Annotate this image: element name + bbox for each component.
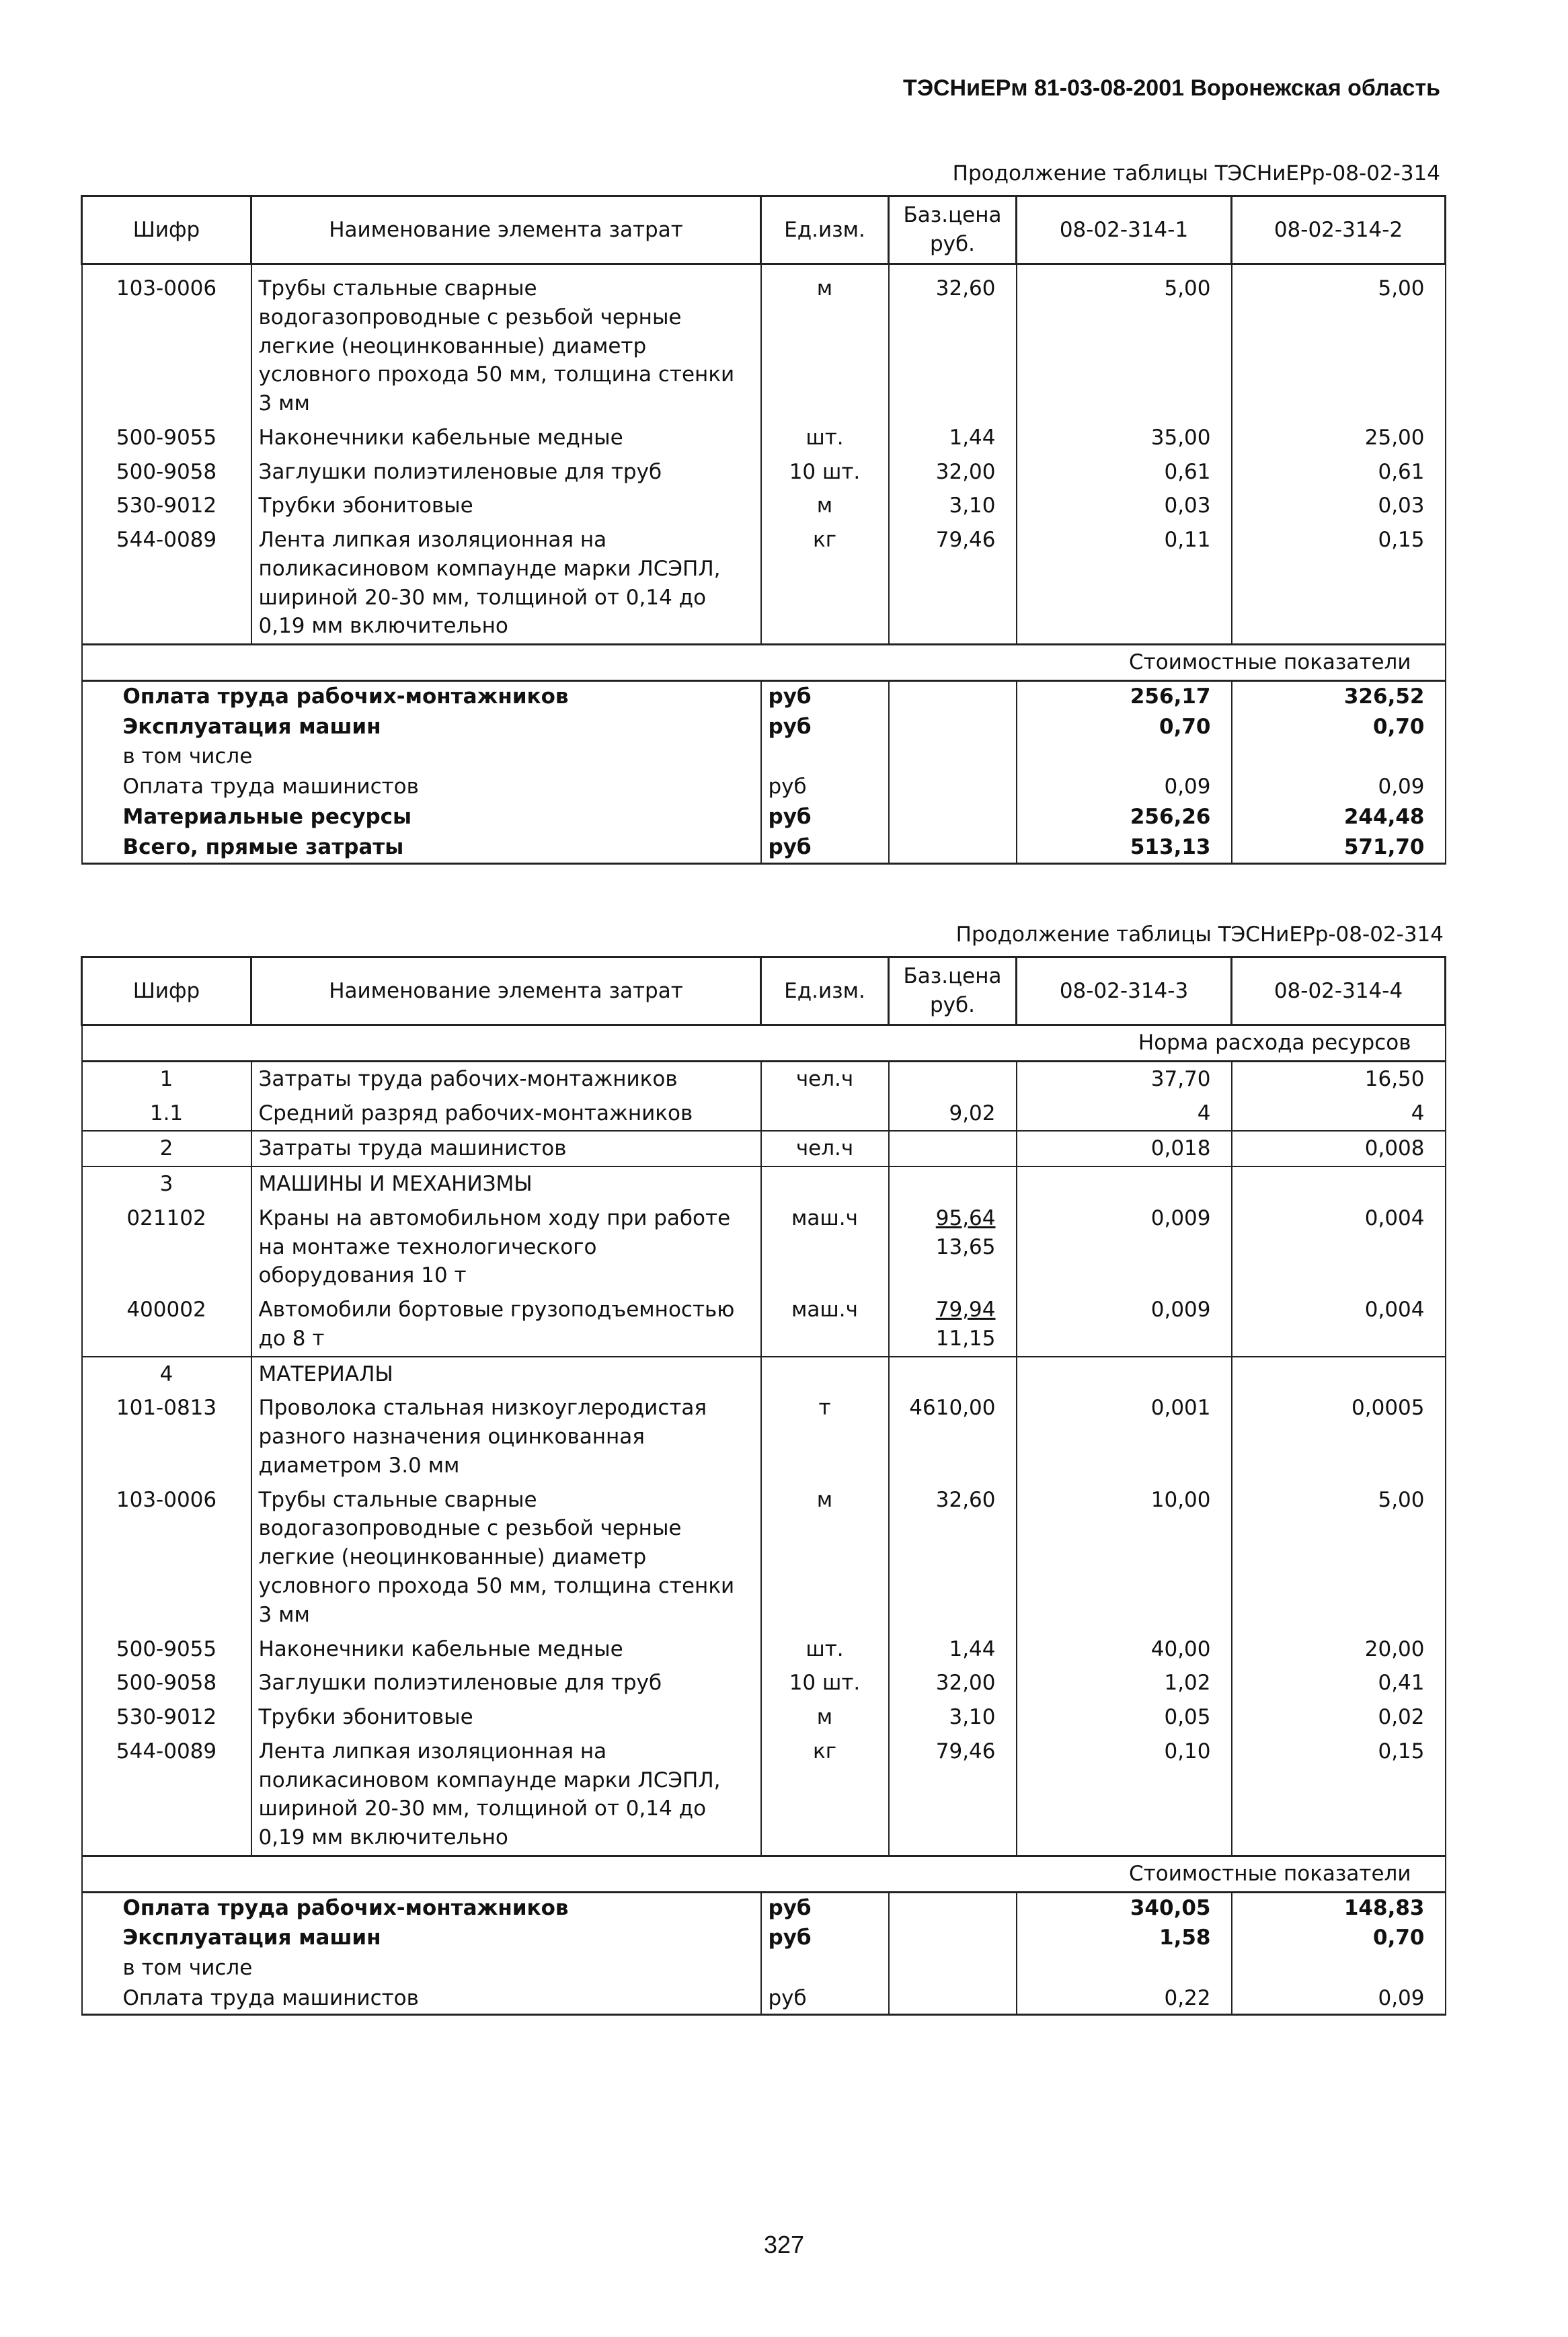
table-row — [82, 1735, 1446, 1856]
resource-name: Наконечники кабельные медные — [251, 1632, 761, 1667]
cost-label: Эксплуатация машин — [82, 1923, 761, 1953]
col-price-header: Баз.цена руб. — [889, 196, 1017, 264]
resource-code: 400002 — [82, 1293, 251, 1357]
cost-value-a: 340,05 — [1017, 1892, 1232, 1923]
norm-value-a: 0,009 — [1017, 1293, 1232, 1357]
cost-unit: руб — [761, 832, 889, 863]
norm-value-b — [1232, 1166, 1446, 1201]
col-name-header: Наименование элемента затрат — [251, 957, 761, 1025]
cost-value-b: 0,70 — [1232, 1923, 1446, 1953]
norm-value-a: 0,018 — [1017, 1131, 1232, 1166]
cost-value-a: 0,22 — [1017, 1983, 1232, 2014]
resource-code: 544-0089 — [82, 523, 251, 645]
col-variant-a-header: 08-02-314-3 — [1017, 957, 1232, 1025]
norm-value-b: 0,15 — [1232, 1735, 1446, 1856]
table-row — [82, 1700, 1446, 1735]
col-variant-b-header: 08-02-314-2 — [1232, 196, 1446, 264]
resource-code: 103-0006 — [82, 264, 251, 421]
col-variant-b-header: 08-02-314-4 — [1232, 957, 1446, 1025]
col-variant-a-header: 08-02-314-1 — [1017, 196, 1232, 264]
resource-unit: чел.ч — [761, 1131, 889, 1166]
base-price: 79,46 — [889, 523, 1017, 645]
cost-value-b: 0,09 — [1232, 772, 1446, 802]
cost-row — [82, 1892, 1446, 1923]
norm-section-header-label: Норма расхода ресурсов — [82, 1025, 1446, 1062]
resource-code: 4 — [82, 1357, 251, 1392]
norm-value-a: 1,02 — [1017, 1666, 1232, 1700]
cost-unit: руб — [761, 680, 889, 711]
cost-label: Оплата труда машинистов — [82, 772, 761, 802]
resource-name: МАШИНЫ И МЕХАНИЗМЫ — [251, 1166, 761, 1201]
cost-label: Оплата труда рабочих-монтажников — [82, 680, 761, 711]
cost-empty — [889, 712, 1017, 742]
cost-value-b: 244,48 — [1232, 802, 1446, 832]
cost-row — [82, 712, 1446, 742]
norm-value-b: 20,00 — [1232, 1632, 1446, 1667]
resource-name: Заглушки полиэтиленовые для труб — [251, 1666, 761, 1700]
cost-row — [82, 1983, 1446, 2014]
cost-empty — [889, 742, 1017, 772]
col-code-header: Шифр — [82, 196, 251, 264]
cost-unit: руб — [761, 1892, 889, 1923]
norm-value-a: 35,00 — [1017, 421, 1232, 455]
resource-code: 500-9055 — [82, 421, 251, 455]
table-row — [82, 1166, 1446, 1201]
cost-unit: руб — [761, 802, 889, 832]
norm-value-a: 37,70 — [1017, 1061, 1232, 1096]
table-row — [82, 1131, 1446, 1166]
cost-value-b — [1232, 742, 1446, 772]
base-price — [889, 1293, 1017, 1357]
base-price: 32,00 — [889, 1666, 1017, 1700]
cost-empty — [889, 1923, 1017, 1953]
resource-name: Трубки эбонитовые — [251, 1700, 761, 1735]
resource-name: Средний разряд рабочих-монтажников — [251, 1097, 761, 1132]
resource-name: Лента липкая изоляционная на поликасиновом компаунде марки ЛСЭПЛ, шириной 20-30 мм, толщиной от 0,14 до 0,19 мм включительно — [251, 523, 761, 645]
resource-code: 500-9058 — [82, 1666, 251, 1700]
cost-empty — [889, 1983, 1017, 2014]
resource-unit: м — [761, 489, 889, 523]
col-unit-header: Ед.изм. — [761, 196, 889, 264]
table-row — [82, 489, 1446, 523]
base-price: 79,46 — [889, 1735, 1017, 1856]
cost-value-a: 513,13 — [1017, 832, 1232, 863]
cost-section-header-label: Стоимостные показатели — [82, 645, 1446, 681]
table-row — [82, 421, 1446, 455]
cost-empty — [889, 772, 1017, 802]
norm-value-a: 0,03 — [1017, 489, 1232, 523]
cost-value-a: 0,09 — [1017, 772, 1232, 802]
resource-code: 1.1 — [82, 1097, 251, 1132]
norm-value-a: 0,05 — [1017, 1700, 1232, 1735]
resource-unit: кг — [761, 1735, 889, 1856]
norm-value-b: 0,004 — [1232, 1293, 1446, 1357]
cost-empty — [889, 832, 1017, 863]
norms-table-1 — [81, 195, 1446, 865]
col-code-header: Шифр — [82, 957, 251, 1025]
resource-unit — [761, 1166, 889, 1201]
base-price: 1,44 — [889, 421, 1017, 455]
base-price-wages: 13,65 — [935, 1234, 996, 1259]
table2-caption: Продолжение таблицы ТЭСНиЕРр-08-02-314 — [955, 922, 1444, 947]
norm-value-a — [1017, 1357, 1232, 1392]
norm-value-a: 4 — [1017, 1097, 1232, 1132]
resource-name: Проволока стальная низкоуглеродистая разного назначения оцинкованная диаметром 3.0 мм — [251, 1391, 761, 1482]
norm-value-a: 0,009 — [1017, 1201, 1232, 1293]
base-price-total: 79,94 — [935, 1298, 996, 1322]
norm-value-a: 10,00 — [1017, 1483, 1232, 1632]
cost-label: в том числе — [82, 742, 761, 772]
base-price-wages: 11,15 — [935, 1326, 996, 1351]
resource-unit: маш.ч — [761, 1293, 889, 1357]
norm-section-header — [82, 1025, 1446, 1062]
cost-unit: руб — [761, 1983, 889, 2014]
table-row — [82, 1357, 1446, 1392]
resource-name: Наконечники кабельные медные — [251, 421, 761, 455]
cost-section-header-label: Стоимостные показатели — [82, 1856, 1446, 1892]
norm-value-a: 40,00 — [1017, 1632, 1232, 1667]
table-row — [82, 455, 1446, 489]
page-number: 327 — [763, 2231, 805, 2258]
cost-empty — [889, 1953, 1017, 1983]
resource-unit — [761, 1357, 889, 1392]
cost-row — [82, 1953, 1446, 1983]
resource-name: МАТЕРИАЛЫ — [251, 1357, 761, 1392]
norm-value-b: 0,02 — [1232, 1700, 1446, 1735]
resource-code: 021102 — [82, 1201, 251, 1293]
cost-value-a: 256,26 — [1017, 802, 1232, 832]
resource-name: Затраты труда рабочих-монтажников — [251, 1061, 761, 1096]
base-price-total: 95,64 — [935, 1205, 996, 1230]
col-name-header: Наименование элемента затрат — [251, 196, 761, 264]
cost-value-a: 256,17 — [1017, 680, 1232, 711]
base-price: 3,10 — [889, 489, 1017, 523]
table1-caption: Продолжение таблицы ТЭСНиЕРр-08-02-314 — [952, 161, 1440, 186]
cost-section-header — [82, 1856, 1446, 1892]
resource-unit: 10 шт. — [761, 1666, 889, 1700]
resource-unit: м — [761, 1483, 889, 1632]
base-price — [889, 1166, 1017, 1201]
norm-value-b: 16,50 — [1232, 1061, 1446, 1096]
cost-row — [82, 772, 1446, 802]
norm-value-b — [1232, 1357, 1446, 1392]
resource-unit: чел.ч — [761, 1061, 889, 1096]
cost-row — [82, 832, 1446, 863]
table-row — [82, 1061, 1446, 1096]
base-price — [889, 1201, 1017, 1293]
document-header: ТЭСНиЕРм 81-03-08-2001 Воронежская область — [903, 75, 1440, 101]
resource-code: 500-9058 — [82, 455, 251, 489]
resource-code: 530-9012 — [82, 1700, 251, 1735]
cost-row — [82, 680, 1446, 711]
resource-name: Автомобили бортовые грузоподъемностью до 8 т — [251, 1293, 761, 1357]
cost-unit: руб — [761, 772, 889, 802]
table-row — [82, 1483, 1446, 1632]
resource-unit — [761, 1097, 889, 1132]
resource-unit: м — [761, 1700, 889, 1735]
cost-unit: руб — [761, 712, 889, 742]
cost-value-b: 0,70 — [1232, 712, 1446, 742]
resource-unit: маш.ч — [761, 1201, 889, 1293]
cost-row — [82, 1923, 1446, 1953]
resource-unit: т — [761, 1391, 889, 1482]
resource-unit: шт. — [761, 1632, 889, 1667]
cost-value-b: 148,83 — [1232, 1892, 1446, 1923]
norm-value-b: 4 — [1232, 1097, 1446, 1132]
resource-name: Трубы стальные сварные водогазопроводные с резьбой черные легкие (неоцинкованные) диаметр условного прохода 50 мм, толщина стенки 3 мм — [251, 1483, 761, 1632]
norm-value-b: 0,0005 — [1232, 1391, 1446, 1482]
cost-value-a: 1,58 — [1017, 1923, 1232, 1953]
norm-value-a — [1017, 1166, 1232, 1201]
cost-label: Всего, прямые затраты — [82, 832, 761, 863]
base-price — [889, 1061, 1017, 1096]
base-price: 32,60 — [889, 264, 1017, 421]
resource-unit: кг — [761, 523, 889, 645]
base-price: 1,44 — [889, 1632, 1017, 1667]
base-price: 32,00 — [889, 455, 1017, 489]
table-row — [82, 1666, 1446, 1700]
table-row — [82, 1632, 1446, 1667]
resource-code: 3 — [82, 1166, 251, 1201]
cost-row — [82, 742, 1446, 772]
resource-code: 2 — [82, 1131, 251, 1166]
resource-name: Краны на автомобильном ходу при работе на монтаже технологического оборудования 10 т — [251, 1201, 761, 1293]
norm-value-b: 0,008 — [1232, 1131, 1446, 1166]
norm-value-a: 0,11 — [1017, 523, 1232, 645]
norm-value-a: 0,10 — [1017, 1735, 1232, 1856]
norm-value-b: 0,61 — [1232, 455, 1446, 489]
base-price — [889, 1131, 1017, 1166]
resource-name: Затраты труда машинистов — [251, 1131, 761, 1166]
cost-value-b: 571,70 — [1232, 832, 1446, 863]
cost-value-b: 326,52 — [1232, 680, 1446, 711]
base-price: 4610,00 — [889, 1391, 1017, 1482]
col-price-header: Баз.цена руб. — [889, 957, 1017, 1025]
cost-label: в том числе — [82, 1953, 761, 1983]
norm-value-b: 25,00 — [1232, 421, 1446, 455]
cost-empty — [889, 680, 1017, 711]
col-unit-header: Ед.изм. — [761, 957, 889, 1025]
resource-code: 103-0006 — [82, 1483, 251, 1632]
resource-code: 544-0089 — [82, 1735, 251, 1856]
cost-row — [82, 802, 1446, 832]
cost-label: Оплата труда машинистов — [82, 1983, 761, 2014]
norm-value-b: 0,03 — [1232, 489, 1446, 523]
norms-table-2 — [81, 956, 1446, 2016]
cost-unit — [761, 1953, 889, 1983]
resource-code: 101-0813 — [82, 1391, 251, 1482]
resource-name: Заглушки полиэтиленовые для труб — [251, 455, 761, 489]
norm-value-b: 5,00 — [1232, 264, 1446, 421]
cost-label: Оплата труда рабочих-монтажников — [82, 1892, 761, 1923]
table-row — [82, 1391, 1446, 1482]
cost-value-a: 0,70 — [1017, 712, 1232, 742]
norm-value-b: 0,004 — [1232, 1201, 1446, 1293]
cost-value-a — [1017, 1953, 1232, 1983]
resource-name: Трубы стальные сварные водогазопроводные с резьбой черные легкие (неоцинкованные) диаметр условного прохода 50 мм, толщина стенки 3 мм — [251, 264, 761, 421]
cost-section-header — [82, 645, 1446, 681]
cost-unit — [761, 742, 889, 772]
cost-unit: руб — [761, 1923, 889, 1953]
norm-value-a: 0,001 — [1017, 1391, 1232, 1482]
cost-value-a — [1017, 742, 1232, 772]
base-price: 3,10 — [889, 1700, 1017, 1735]
table-row — [82, 1293, 1446, 1357]
base-price: 9,02 — [889, 1097, 1017, 1132]
resource-code: 530-9012 — [82, 489, 251, 523]
resource-unit: шт. — [761, 421, 889, 455]
norm-value-b: 0,15 — [1232, 523, 1446, 645]
base-price — [889, 1357, 1017, 1392]
norm-value-b: 5,00 — [1232, 1483, 1446, 1632]
table-row — [82, 264, 1446, 421]
norm-value-b: 0,41 — [1232, 1666, 1446, 1700]
cost-label: Материальные ресурсы — [82, 802, 761, 832]
cost-label: Эксплуатация машин — [82, 712, 761, 742]
norm-value-a: 5,00 — [1017, 264, 1232, 421]
norm-value-a: 0,61 — [1017, 455, 1232, 489]
resource-unit: м — [761, 264, 889, 421]
resource-code: 500-9055 — [82, 1632, 251, 1667]
resource-name: Трубки эбонитовые — [251, 489, 761, 523]
table-row — [82, 1201, 1446, 1293]
cost-value-b — [1232, 1953, 1446, 1983]
cost-value-b: 0,09 — [1232, 1983, 1446, 2014]
resource-name: Лента липкая изоляционная на поликасиновом компаунде марки ЛСЭПЛ, шириной 20-30 мм, толщиной от 0,14 до 0,19 мм включительно — [251, 1735, 761, 1856]
resource-code: 1 — [82, 1061, 251, 1096]
cost-empty — [889, 802, 1017, 832]
cost-empty — [889, 1892, 1017, 1923]
table-row — [82, 523, 1446, 645]
resource-unit: 10 шт. — [761, 455, 889, 489]
table-row — [82, 1097, 1446, 1132]
base-price: 32,60 — [889, 1483, 1017, 1632]
